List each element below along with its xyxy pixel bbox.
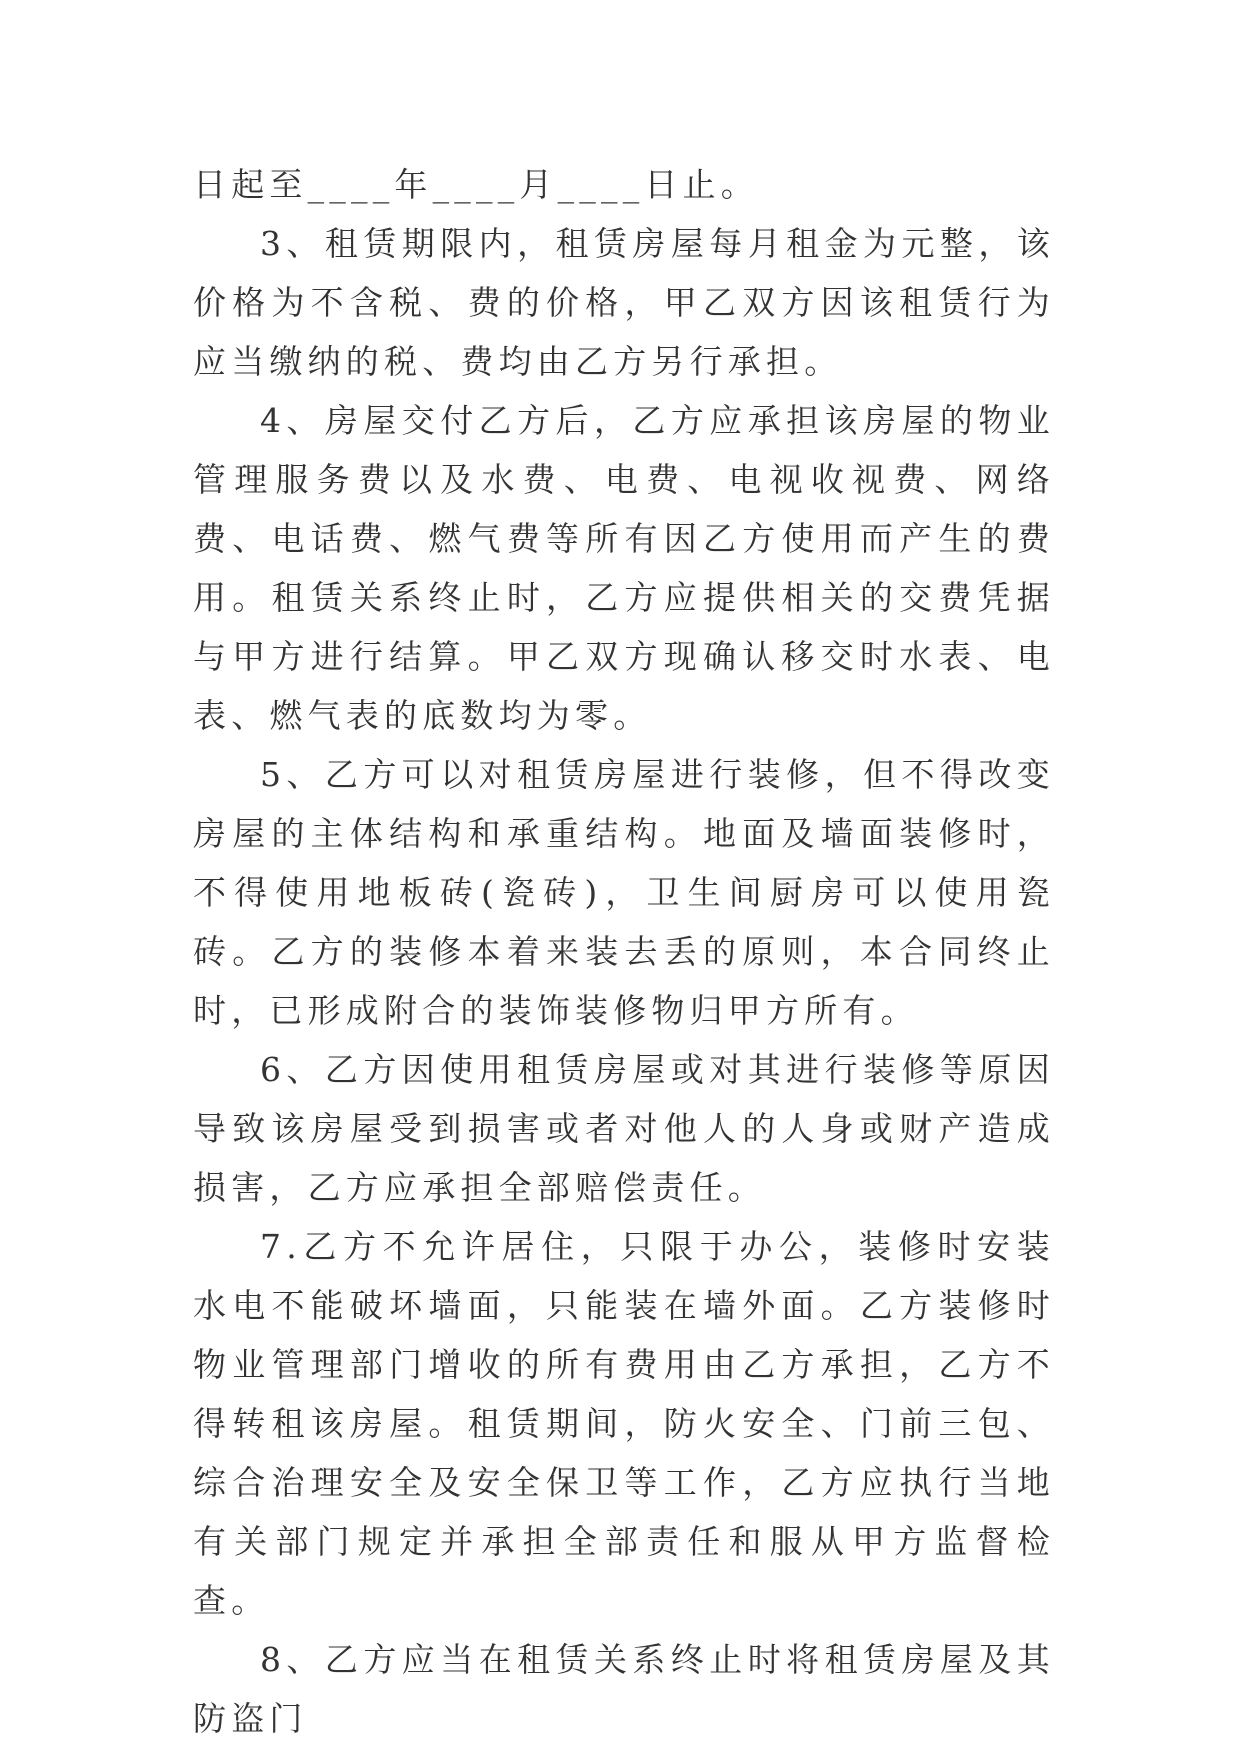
paragraph-clause-3-rent: 3、租赁期限内，租赁房屋每月租金为元整，该价格为不含税、费的价格，甲乙双方因该租赁行为应当缴纳的税、费均由乙方另行承担。 [193, 224, 1055, 381]
paragraph-clause-6-damages: 6、乙方因使用租赁房屋或对其进行装修等原因导致该房屋受到损害或者对他人的人身或财产造成损害，乙方应承担全部赔偿责任。 [193, 1050, 1055, 1207]
paragraph-clause-4-fees: 4、房屋交付乙方后，乙方应承担该房屋的物业管理服务费以及水费、电费、电视收视费、网络费、电话费、燃气费等所有因乙方使用而产生的费用。租赁关系终止时，乙方应提供相关的交费凭据与甲方进行结算。甲乙双方现确认移交时水表、电表、燃气表的底数均为零。 [193, 401, 1055, 735]
paragraph-clause-8-return: 8、乙方应当在租赁关系终止时将租赁房屋及其防盗门 [193, 1640, 1055, 1738]
paragraph-clause-7-usage: 7.乙方不允许居住，只限于办公，装修时安装水电不能破坏墙面，只能装在墙外面。乙方装修时物业管理部门增收的所有费用由乙方承担，乙方不得转租该房屋。租赁期间，防火安全、门前三包、综合治理安全及安全保卫等工作，乙方应执行当地有关部门规定并承担全部责任和服从甲方监督检查。 [193, 1227, 1055, 1620]
paragraph-clause-5-renovation: 5、乙方可以对租赁房屋进行装修，但不得改变房屋的主体结构和承重结构。地面及墙面装修时，不得使用地板砖(瓷砖)，卫生间厨房可以使用瓷砖。乙方的装修本着来装去丢的原则，本合同终止时，已形成附合的装饰装修物归甲方所有。 [193, 755, 1055, 1030]
document-body [193, 155, 1055, 1748]
paragraph-lease-term-end: 日起至____年____月____日止。 [193, 165, 759, 204]
